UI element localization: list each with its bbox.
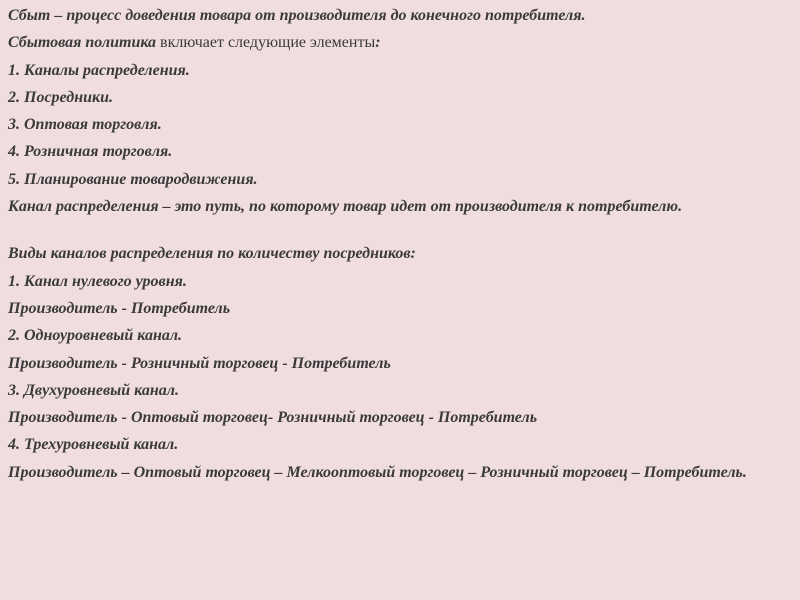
channel-type-chain: Производитель - Розничный торговец - Потребитель bbox=[8, 354, 391, 372]
channel-types-heading: Виды каналов распределения по количеству посредников: bbox=[8, 245, 416, 263]
policy-item: 1. Каналы распределения. bbox=[8, 61, 190, 79]
channel-type-chain: Производитель – Оптовый торговец – Мелкооптовый торговец – Розничный торговец – Потребитель. bbox=[8, 463, 747, 481]
policy-intro-term: Сбытовая политика bbox=[8, 34, 157, 52]
policy-item: 2. Посредники. bbox=[8, 88, 113, 106]
policy-intro-text: включает следующие элементы bbox=[156, 34, 376, 52]
channel-type-title: 1. Канал нулевого уровня. bbox=[8, 272, 187, 290]
policy-item: 5. Планирование товародвижения. bbox=[8, 170, 258, 188]
policy-item: 4. Розничная торговля. bbox=[8, 143, 173, 161]
policy-intro bbox=[8, 29, 788, 56]
channel-type-title: 3. Двухуровневый канал. bbox=[8, 381, 179, 399]
channel-type-title: 4. Трехуровневый канал. bbox=[8, 436, 179, 454]
channel-definition: Канал распределения – это путь, по которому товар идет от производителя к потребителю. bbox=[8, 198, 683, 216]
channel-type-title: 2. Одноуровневый канал. bbox=[8, 327, 183, 345]
channel-type-chain: Производитель - Оптовый торговец- Розничный торговец - Потребитель bbox=[8, 409, 538, 427]
sales-definition: Сбыт – процесс доведения товара от производителя до конечного потребителя. bbox=[8, 7, 586, 24]
channel-type-chain: Производитель - Потребитель bbox=[8, 299, 231, 317]
policy-intro-colon: : bbox=[375, 34, 381, 52]
paragraph-spacer bbox=[8, 220, 788, 240]
policy-item: 3. Оптовая торговля. bbox=[8, 116, 162, 134]
